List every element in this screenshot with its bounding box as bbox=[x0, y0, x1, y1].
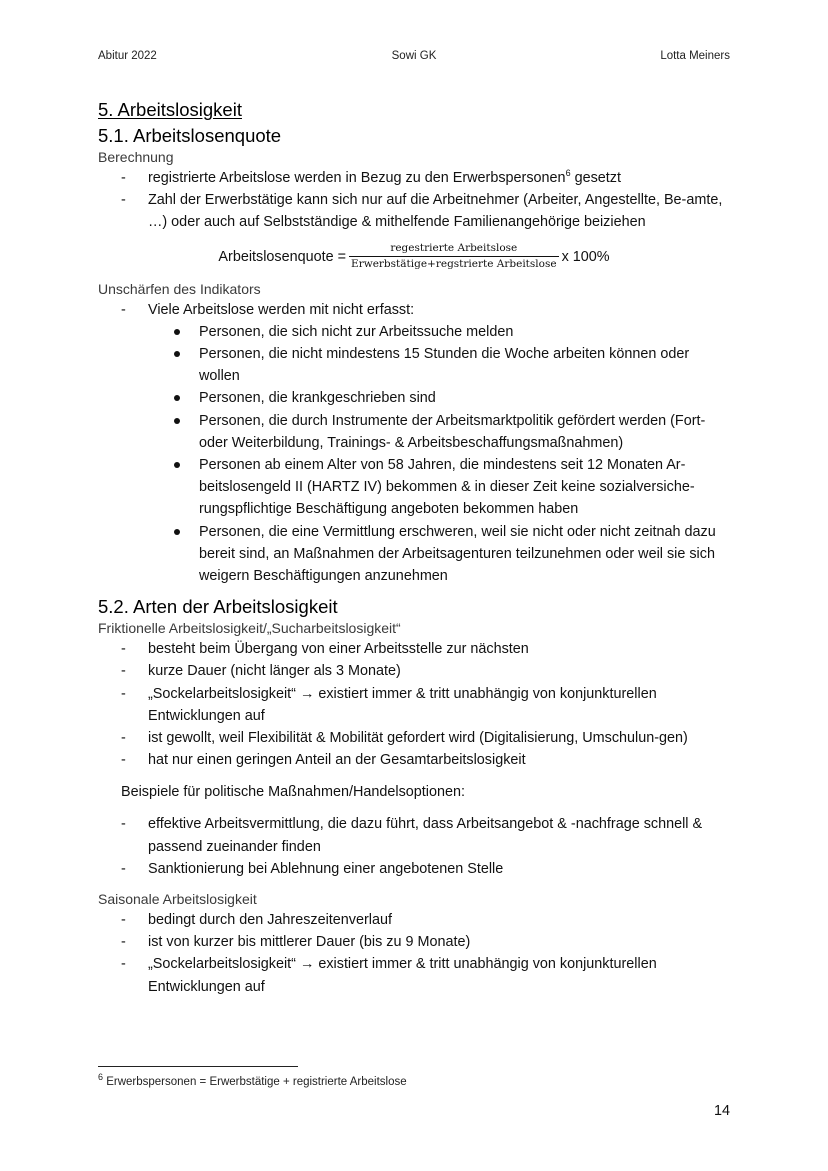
list-item: - registrierte Arbeitslose werden in Bezug zu den Erwerbspersonen$^6$ gesetzt bbox=[121, 167, 730, 189]
dash-marker: - bbox=[121, 301, 126, 318]
list-item: - „Sockelarbeitslosigkeit“ → existiert immer & tritt unabhängig von konjunkturellen Entwicklungen auf bbox=[121, 683, 730, 727]
beispiele-list bbox=[98, 813, 730, 880]
formula-denominator: Erwerbstätige+regstrierte Arbeitslose bbox=[351, 258, 557, 271]
header-center: Sowi GK bbox=[391, 50, 437, 62]
list-item: Personen, die sich nicht zur Arbeitssuche melden bbox=[172, 321, 730, 343]
section-title: 5. Arbeitslosigkeit bbox=[98, 99, 242, 120]
list-item: - Zahl der Erwerbstätige kann sich nur auf die Arbeitnehmer (Arbeiter, Angestellte, Be-amte, …) oder auch auf Selbstständige & mithelfende Familienangehörige beiziehen bbox=[121, 189, 730, 233]
list-item: Personen, die nicht mindestens 15 Stunden die Woche arbeiten können oder wollen bbox=[172, 343, 730, 387]
saisonal-list bbox=[98, 909, 730, 998]
list-item: Personen ab einem Alter von 58 Jahren, die mindestens seit 12 Monaten Ar-beitslosengeld II (HARTZ IV) bekommen & in dieser Zeit keine sozialversiche-rungspflichtige Beschäftigung angeboten bekommen haben bbox=[172, 454, 730, 521]
footnote-separator bbox=[98, 1066, 298, 1067]
bullet-marker bbox=[174, 329, 180, 335]
unschaerfen-list bbox=[98, 299, 730, 321]
fraction-bar bbox=[349, 256, 559, 257]
list-item: - bedingt durch den Jahreszeitenverlauf bbox=[121, 909, 730, 931]
dash-marker: - bbox=[121, 860, 126, 877]
bullet-marker bbox=[174, 395, 180, 401]
list-item: - besteht beim Übergang von einer Arbeitsstelle zur nächsten bbox=[121, 638, 730, 660]
bullet-marker bbox=[174, 529, 180, 535]
list-item: - hat nur einen geringen Anteil an der Gesamtarbeitslosigkeit bbox=[121, 749, 730, 771]
list-item: - „Sockelarbeitslosigkeit“ → existiert immer & tritt unabhängig von konjunkturellen Entwicklungen auf bbox=[121, 953, 730, 997]
dash-marker: - bbox=[121, 663, 126, 680]
bullet-marker bbox=[174, 462, 180, 468]
list-item: - kurze Dauer (nicht länger als 3 Monate) bbox=[121, 660, 730, 682]
footnote-text: Erwerbspersonen = Erwerbstätige + registrierte Arbeitslose bbox=[103, 1076, 407, 1088]
list-item: - ist von kurzer bis mittlerer Dauer (bis zu 9 Monate) bbox=[121, 931, 730, 953]
dash-marker: - bbox=[121, 956, 126, 973]
dash-marker: - bbox=[121, 641, 126, 658]
bullet-marker bbox=[174, 418, 180, 424]
beispiele-label: Beispiele für politische Maßnahmen/Handelsoptionen: bbox=[121, 784, 465, 801]
dash-marker: - bbox=[121, 730, 126, 747]
list-item: Personen, die eine Vermittlung erschweren, weil sie nicht oder nicht zeitnah dazu bereit sind, an Maßnahmen der Arbeitsagenturen teilzunehmen oder weil sie sich weigern Beschäftigungen anzunehmen bbox=[172, 521, 730, 588]
unschaerfen-label: Unschärfen des Indikators bbox=[98, 280, 261, 297]
dash-marker: - bbox=[121, 934, 126, 951]
formula-fraction bbox=[349, 242, 559, 271]
page-number: 14 bbox=[713, 1103, 730, 1119]
friktionell-list bbox=[98, 638, 730, 771]
page-header bbox=[98, 50, 730, 66]
footnote-ref[interactable]: 6 bbox=[565, 168, 571, 179]
header-left: Abitur 2022 bbox=[98, 50, 157, 62]
bullet-marker bbox=[174, 351, 180, 357]
footnote-number: 6 bbox=[98, 1072, 104, 1083]
dash-marker: - bbox=[121, 816, 126, 833]
dash-marker: - bbox=[121, 170, 126, 186]
list-item: Personen, die durch Instrumente der Arbeitsmarktpolitik gefördert werden (Fort- oder Weiterbildung, Trainings- & Arbeitsbeschaffungsmaßnahmen) bbox=[172, 410, 730, 454]
list-item: - Viele Arbeitslose werden mit nicht erfasst: bbox=[121, 299, 730, 321]
list-item: - effektive Arbeitsvermittlung, die dazu führt, dass Arbeitsangebot & -nachfrage schnell & passend zueinander finden bbox=[121, 813, 730, 857]
dash-marker: - bbox=[121, 912, 126, 929]
berechnung-list bbox=[98, 167, 730, 234]
subsection-title-5-1: 5.1. Arbeitslosenquote bbox=[98, 125, 282, 146]
footnote bbox=[98, 1072, 407, 1088]
list-item: - ist gewollt, weil Flexibilität & Mobilität gefordert wird (Digitalisierung, Umschulun-gen) bbox=[121, 727, 730, 749]
header-right: Lotta Meiners bbox=[660, 50, 730, 62]
berechnung-label: Berechnung bbox=[98, 149, 174, 165]
subsection-title-5-2: 5.2. Arten der Arbeitslosigkeit bbox=[98, 596, 338, 618]
formula-lhs: Arbeitslosenquote = bbox=[218, 248, 347, 265]
dash-marker: - bbox=[121, 752, 126, 769]
saisonal-label: Saisonale Arbeitslosigkeit bbox=[98, 891, 257, 908]
formula-numerator: regestrierte Arbeitslose bbox=[390, 242, 518, 255]
list-item: Personen, die krankgeschrieben sind bbox=[172, 387, 730, 409]
unschaerfen-sublist bbox=[98, 321, 730, 587]
dash-marker: - bbox=[121, 685, 126, 702]
friktionell-label: Friktionelle Arbeitslosigkeit/„Sucharbeitslosigkeit“ bbox=[98, 620, 401, 637]
list-item: - Sanktionierung bei Ablehnung einer angebotenen Stelle bbox=[121, 858, 730, 880]
formula bbox=[98, 240, 730, 274]
formula-suffix: x 100% bbox=[561, 248, 610, 265]
page-content bbox=[98, 98, 730, 998]
dash-marker: - bbox=[121, 192, 126, 209]
